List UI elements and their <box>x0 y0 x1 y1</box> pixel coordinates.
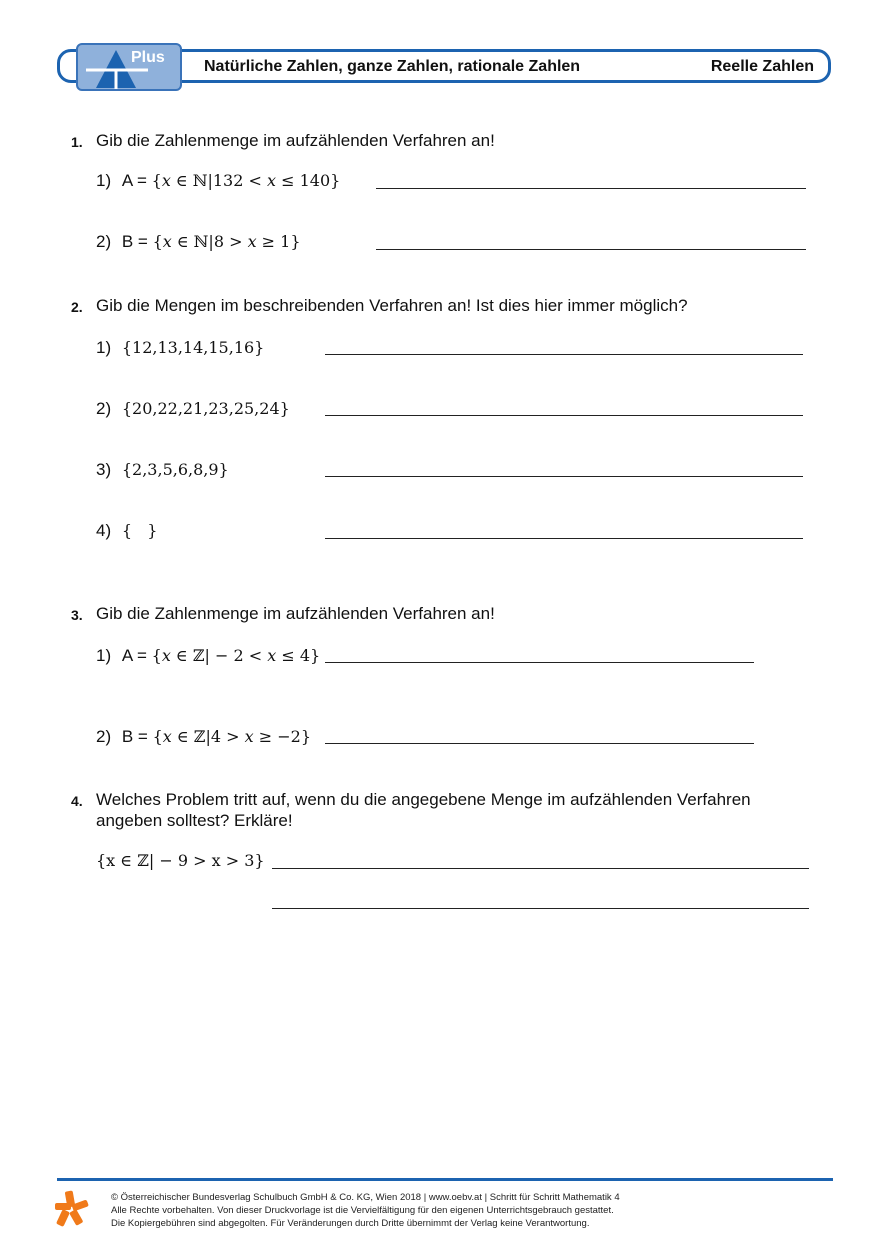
footer-divider <box>57 1178 833 1181</box>
item-prefix: A = <box>121 646 152 665</box>
item-label: 3) <box>96 460 112 479</box>
answer-line[interactable] <box>272 868 809 869</box>
item-expression: {2,3,5,6,8,9} <box>121 460 229 479</box>
answer-line[interactable] <box>272 908 809 909</box>
exercise-4-task: Welches Problem tritt auf, wenn du die angegebene Menge im aufzählenden Verfahren angeben solltest? Erkläre! <box>96 790 751 830</box>
logo-text: Plus <box>131 49 165 66</box>
answer-line[interactable] <box>325 476 803 477</box>
footer-line-2: Alle Rechte vorbehalten. Von dieser Druckvorlage ist die Vervielfältigung für den eigenen Unterrichtsgebrauch gestattet. <box>111 1205 614 1216</box>
answer-line[interactable] <box>325 538 803 539</box>
page-title: Natürliche Zahlen, ganze Zahlen, rationale Zahlen <box>204 58 581 75</box>
item-expression: {𝑥 ∈ ℕ|8 > 𝑥 ≥ 1} <box>152 232 301 251</box>
exercise-2-item-4 <box>96 521 157 541</box>
plus-logo <box>76 43 182 91</box>
item-label: 1) <box>96 338 112 357</box>
exercise-1-number: 1. <box>71 134 83 150</box>
item-expression: {𝑥 ∈ ℕ|132 < 𝑥 ≤ 140} <box>151 171 341 190</box>
exercise-1-task: Gib die Zahlenmenge im aufzählenden Verfahren an! <box>96 131 495 150</box>
exercise-2-number: 2. <box>71 299 83 315</box>
item-label: 1) <box>96 171 112 190</box>
footer-line-3: Die Kopiergebühren sind abgegolten. Für Veränderungen durch Dritte übernimmt der Verlag keine Verantwortung. <box>111 1218 590 1229</box>
item-prefix: A = <box>121 171 152 190</box>
item-label: 1) <box>96 646 112 665</box>
answer-line[interactable] <box>325 662 754 663</box>
publisher-logo-icon <box>54 1190 90 1233</box>
footer-line-1: © Österreichischer Bundesverlag Schulbuch GmbH & Co. KG, Wien 2018 | www.oebv.at | Schritt für Schritt Mathematik 4 <box>111 1192 620 1203</box>
exercise-2-item-3 <box>96 460 229 480</box>
exercise-1-item-2 <box>96 232 301 252</box>
item-expression: { } <box>121 521 158 540</box>
exercise-4-item-1 <box>96 851 265 871</box>
item-label: 2) <box>96 399 112 418</box>
answer-line[interactable] <box>325 415 803 416</box>
item-expression: {𝑥 ∈ ℤ| − 2 < 𝑥 ≤ 4} <box>151 646 321 665</box>
exercise-4-number: 4. <box>71 793 83 809</box>
exercise-3-item-1 <box>96 646 320 666</box>
item-label: 2) <box>96 232 112 251</box>
exercise-3-task: Gib die Zahlenmenge im aufzählenden Verfahren an! <box>96 604 495 623</box>
exercise-1-item-1 <box>96 171 340 191</box>
item-expression: {20,22,21,23,25,24} <box>121 399 290 418</box>
exercise-2-item-2 <box>96 399 290 419</box>
exercise-2-task: Gib die Mengen im beschreibenden Verfahren an! Ist dies hier immer möglich? <box>96 296 688 315</box>
item-prefix: B = <box>121 727 153 746</box>
footer-text <box>111 1191 620 1230</box>
triangle-logo-icon <box>78 45 182 91</box>
item-label: 2) <box>96 727 112 746</box>
answer-line[interactable] <box>325 743 754 744</box>
exercise-2-item-1 <box>96 338 264 358</box>
item-prefix: B = <box>121 232 153 251</box>
section-title: Reelle Zahlen <box>710 58 814 75</box>
exercise-3-number: 3. <box>71 607 83 623</box>
answer-line[interactable] <box>325 354 803 355</box>
item-expression: {12,13,14,15,16} <box>121 338 265 357</box>
answer-line[interactable] <box>376 249 806 250</box>
item-expression: {x ∈ ℤ| − 9 > x > 3} <box>96 851 265 870</box>
answer-line[interactable] <box>376 188 806 189</box>
exercise-3-item-2 <box>96 727 311 747</box>
item-label: 4) <box>96 521 112 540</box>
item-expression: {𝑥 ∈ ℤ|4 > 𝑥 ≥ −2} <box>152 727 311 746</box>
